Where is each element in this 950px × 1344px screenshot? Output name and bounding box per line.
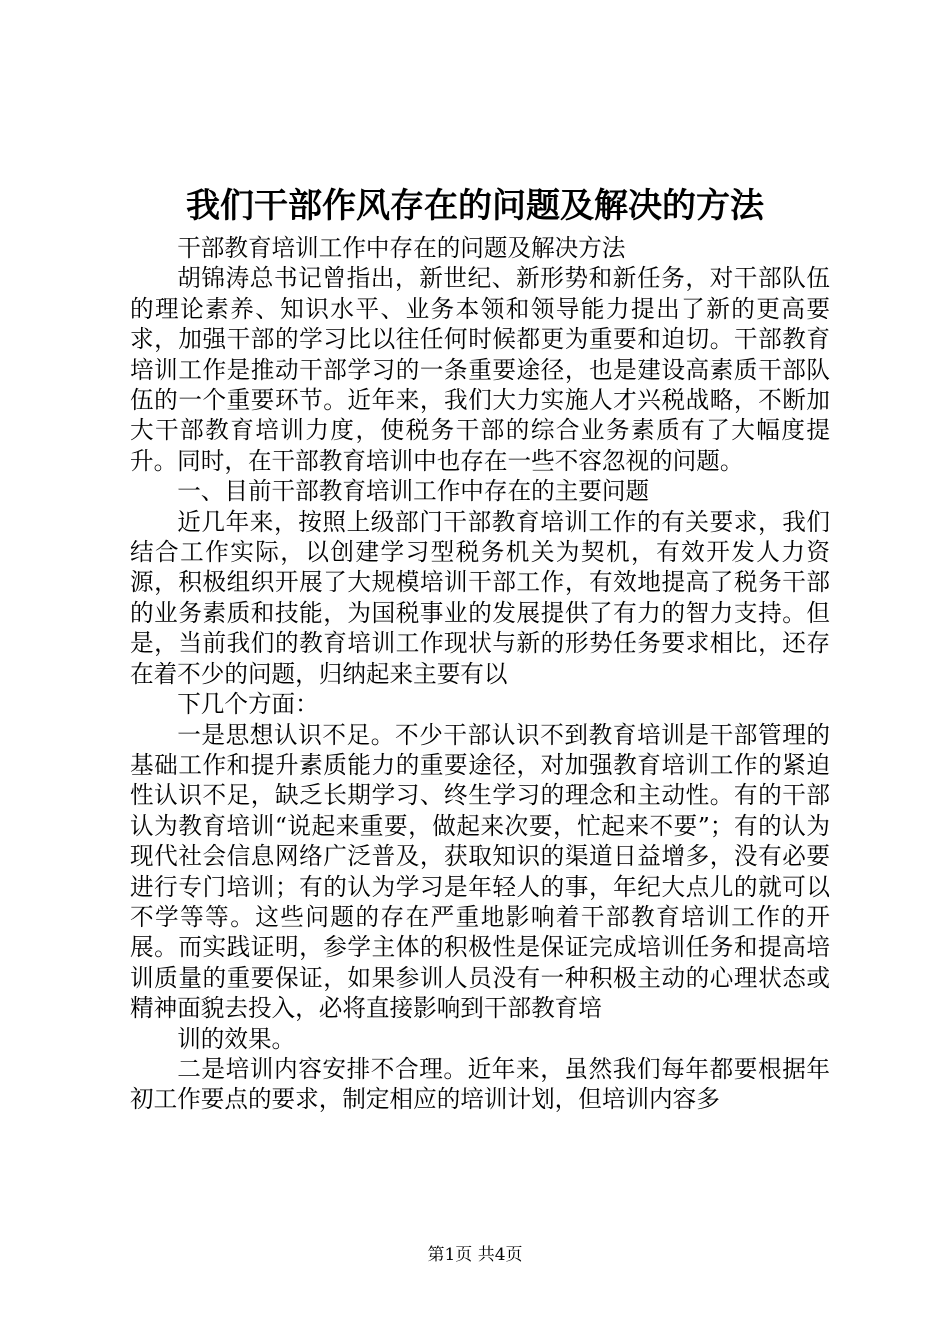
body-paragraph: 二是培训内容安排不合理。近年来，虽然我们每年都要根据年初工作要点的要求，制定相应的培训计划，但培训内容多 — [130, 1054, 830, 1114]
body-paragraph: 下几个方面： — [177, 690, 319, 719]
page-number-footer: 第1页 共4页 — [427, 1245, 523, 1265]
body-paragraph: 胡锦涛总书记曾指出，新世纪、新形势和新任务，对干部队伍的理论素养、知识水平、业务本领和领导能力提出了新的更高要求，加强干部的学习比以往任何时候都更为重要和迫切。干部教育培训工作是推动干部学习的一条重要途径，也是建设高素质干部队伍的一个重要环节。近年来，我们大力实施人才兴税战略，不断加大干部教育培训力度，使税务干部的综合业务素质有了大幅度提升。同时，在干部教育培训中也存在一些不容忽视的问题。 — [130, 264, 830, 475]
body-paragraph: 近几年来，按照上级部门干部教育培训工作的有关要求，我们结合工作实际，以创建学习型税务机关为契机，有效开发人力资源，积极组织开展了大规模培训干部工作，有效地提高了税务干部的业务素质和技能，为国税事业的发展提供了有力的智力支持。但是，当前我们的教育培训工作现状与新的形势任务要求相比，还存在着不少的问题，归纳起来主要有以 — [130, 507, 830, 688]
section-heading: 一、目前干部教育培训工作中存在的主要问题 — [177, 477, 650, 506]
section-heading: 干部教育培训工作中存在的问题及解决方法 — [177, 234, 626, 262]
page-title: 我们干部作风存在的问题及解决的方法 — [186, 186, 764, 226]
body-paragraph: 一是思想认识不足。不少干部认识不到教育培训是干部管理的基础工作和提升素质能力的重要途径，对加强教育培训工作的紧迫性认识不足，缺乏长期学习、终生学习的理念和主动性。有的干部认为教育培训“说起来重要，做起来次要，忙起来不要”；有的认为现代社会信息网络广泛普及，获取知识的渠道日益增多，没有必要进行专门培训；有的认为学习是年轻人的事，年纪大点儿的就可以不学等等。这些问题的存在严重地影响着干部教育培训工作的开展。而实践证明，参学主体的积极性是保证完成培训任务和提高培训质量的重要保证，如果参训人员没有一种积极主动的心理状态或精神面貌去投入，必将直接影响到干部教育培 — [130, 720, 830, 1023]
body-paragraph: 训的效果。 — [177, 1024, 296, 1053]
document-body — [130, 233, 830, 1115]
